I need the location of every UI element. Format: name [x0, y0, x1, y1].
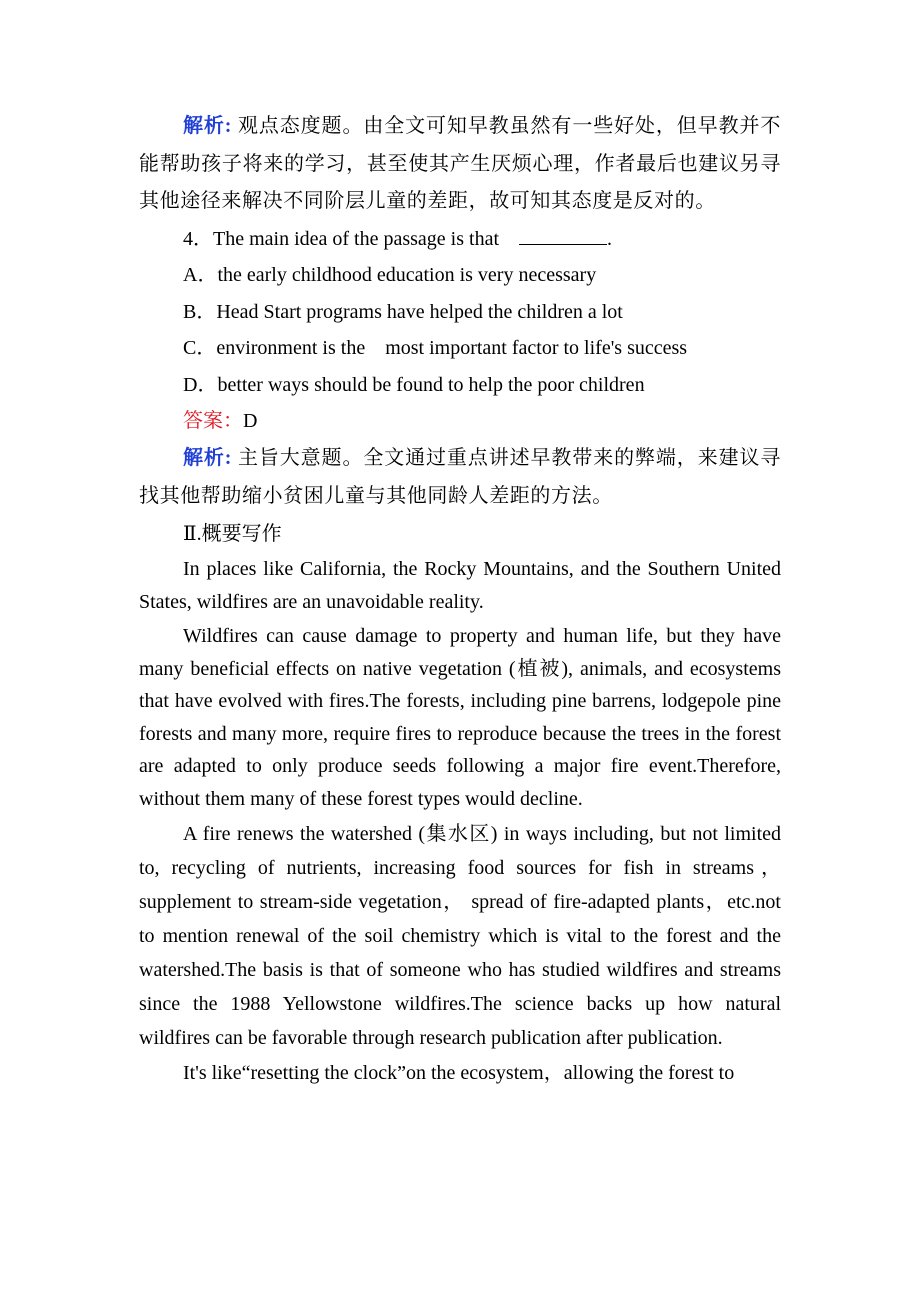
analysis-label: 解析:: [183, 115, 233, 137]
analysis-paragraph-1: [139, 108, 781, 221]
answer-label: 答案：: [183, 410, 243, 432]
passage-paragraph: Wildfires can cause damage to property and human life, but they have many beneficial effects on native vegetation (植被), animals, and ecosystems that have evolved with fires.The forests, including pine barrens, lodgepole pine forests and many more, require fires to reproduce because the trees in the forest are adapted to only produce seeds following a major fire event.Therefore, without them many of these forest types would decline.: [139, 625, 781, 810]
option-a: A．the early childhood education is very necessary: [183, 264, 597, 286]
question-stem-tail: .: [607, 227, 613, 250]
option-d: D．better ways should be found to help the poor children: [183, 373, 645, 396]
analysis-text: 主旨大意题。全文通过重点讲述早教带来的弊端，来建议寻找其他帮助缩小贫困儿童与其他同龄人差距的方法。: [139, 447, 781, 507]
question-stem: [139, 221, 781, 258]
option-c: C．environment is the most important factor to life's success: [183, 337, 688, 359]
question-stem-text: 4．The main idea of the passage is that: [183, 227, 500, 250]
document-page: [139, 108, 781, 1090]
passage-paragraph: It's like“resetting the clock”on the ecosystem，allowing the forest to: [183, 1062, 735, 1084]
answer-blank: [519, 226, 607, 245]
passage-paragraph: A fire renews the watershed (集水区) in ways including, but not limited to, recycling of nutrients, increasing food sources for fish in streams， supplement to stream-side vegetation， spread of fire-adapted plants，etc.not to mention renewal of the soil chemistry which is vital to the forest and the watershed.The basis is that of someone who has studied wildfires and streams since the 1988 Yellowstone wildfires.The science backs up how natural wildfires can be favorable through research publication after publication.: [139, 823, 781, 1049]
answer-line: [139, 403, 781, 440]
option-b: B．Head Start programs have helped the children a lot: [183, 300, 623, 323]
section-title: Ⅱ.概要写作: [183, 523, 282, 545]
analysis-label: 解析:: [183, 447, 233, 469]
answer-value: D: [243, 410, 258, 432]
analysis-text: 观点态度题。由全文可知早教虽然有一些好处，但早教并不能帮助孩子将来的学习，甚至使其产生厌烦心理，作者最后也建议另寻其他途径来解决不同阶层儿童的差距，故可知其态度是反对的。: [139, 115, 781, 212]
passage-paragraph: In places like California, the Rocky Mountains, and the Southern United States, wildfires are an unavoidable reality.: [139, 558, 781, 613]
analysis-paragraph-2: [139, 440, 781, 515]
